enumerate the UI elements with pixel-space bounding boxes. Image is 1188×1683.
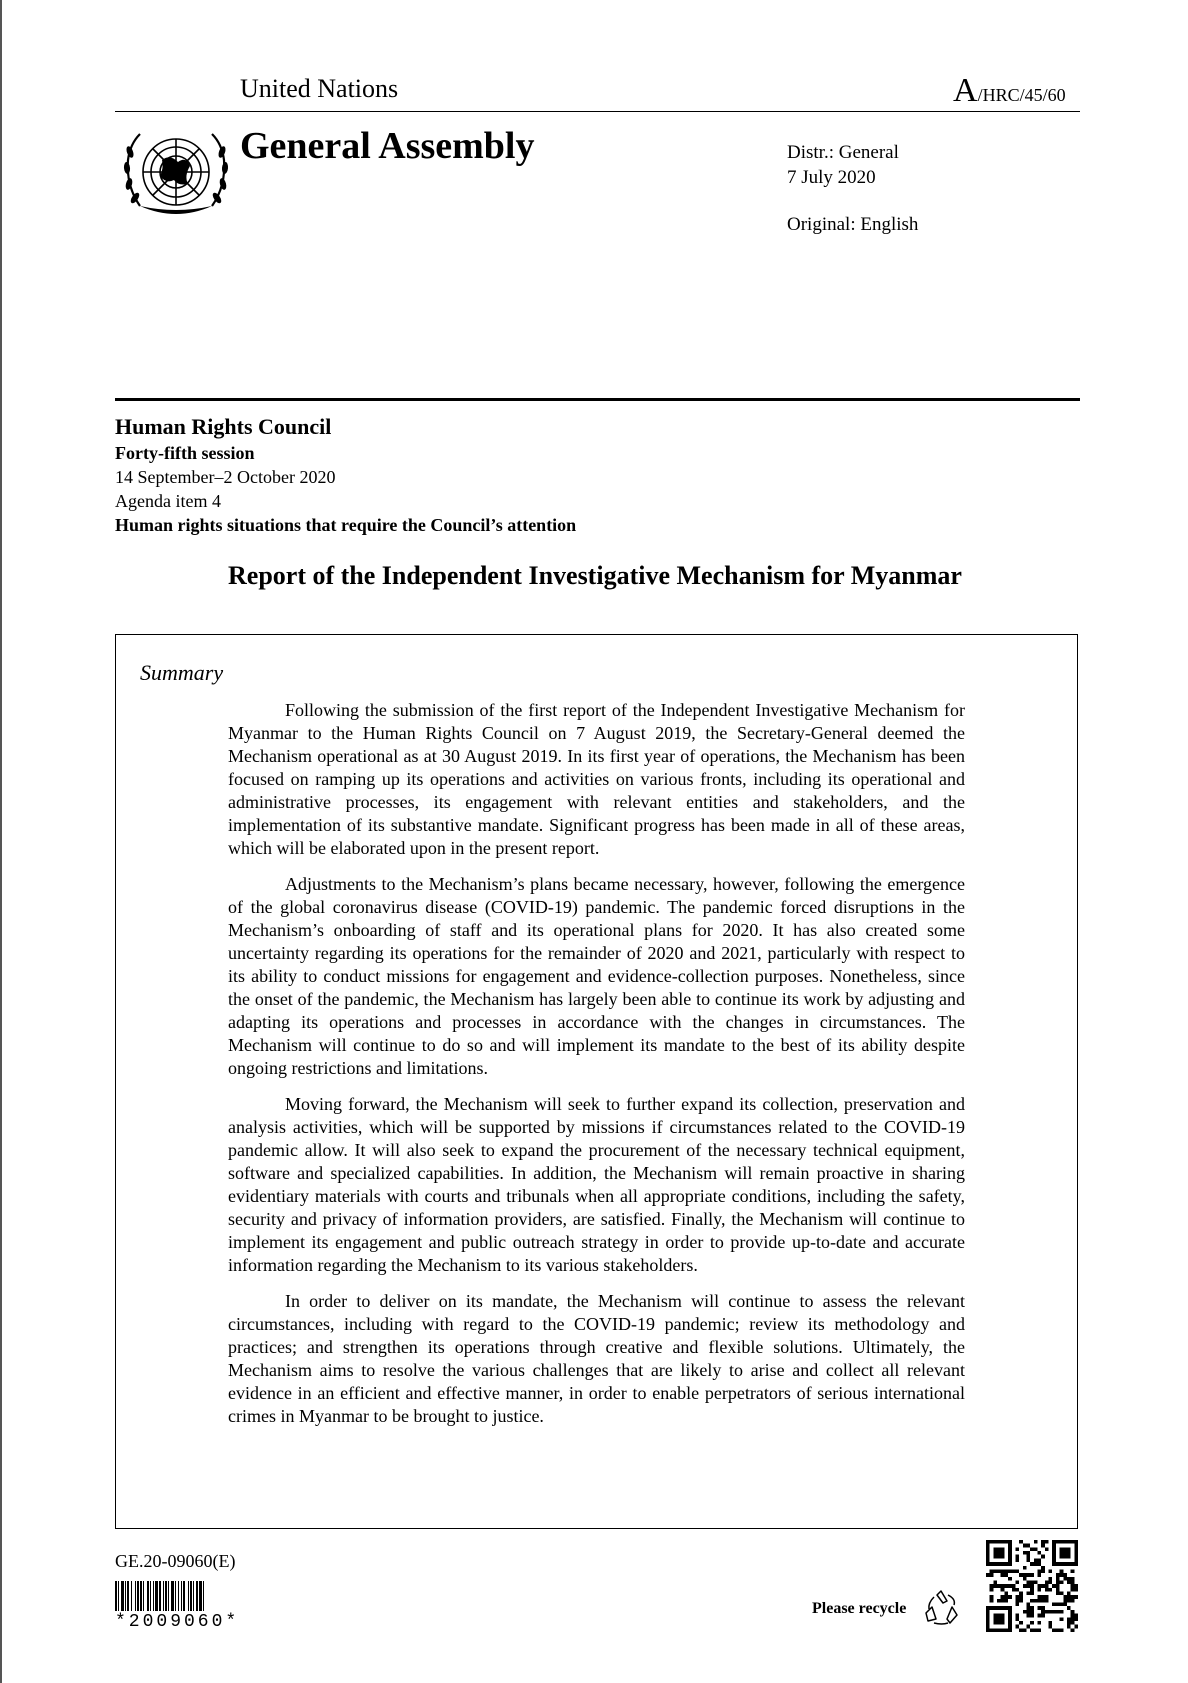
session-rule xyxy=(115,398,1080,401)
document-date: 7 July 2020 xyxy=(787,167,876,188)
original-language: Original: English xyxy=(787,214,919,235)
symbol-prefix: A xyxy=(953,72,978,109)
header-rule xyxy=(115,111,1080,112)
qr-code-icon xyxy=(986,1540,1078,1632)
summary-heading: Summary xyxy=(140,660,224,685)
body-name: General Assembly xyxy=(240,125,535,167)
council-name: Human Rights Council xyxy=(115,414,332,439)
agenda-item: Agenda item 4 xyxy=(115,491,221,511)
summary-paragraph: Adjustments to the Mechanism’s plans became necessary, however, following the emergence of the global coronavirus disease (COVID-19) pandemic. The pandemic forced disruptions in the Mechanism’s onboarding of staff and its operational plans for 2020. It has also created some uncertainty regarding its operations for the remainder of 2020 and 2021, particularly with respect to its ability to conduct missions for engagement and evidence-collection purposes. Nonetheless, since the onset of the pandemic, the Mechanism has largely been able to continue its work by adjusting and adapting its operations and processes in accordance with the changes in circumstances. The Mechanism will continue to do so and will implement its mandate to the best of its ability despite ongoing restrictions and limitations. xyxy=(228,874,965,1078)
barcode-icon xyxy=(115,1581,285,1611)
document-symbol xyxy=(953,74,1066,112)
organization-name: United Nations xyxy=(240,74,399,103)
distribution-block xyxy=(787,140,918,237)
summary-paragraph: Following the submission of the first report of the Independent Investigative Mechanism for Myanmar to the Human Rights Council on 7 August 2019, the Secretary-General deemed the Mechanism operational as at 30 August 2019. In its first year of operations, the Mechanism has been focused on ramping up its operations and activities on various fronts, including its operational and administrative processes, its engagement with relevant entities and stakeholders, and the implementation of its substantive mandate. Significant progress has been made in all of these areas, which will be elaborated upon in the present report. xyxy=(228,700,965,858)
recycle-label: Please recycle xyxy=(812,1600,907,1617)
session-dates: 14 September–2 October 2020 xyxy=(115,467,336,487)
page-left-edge xyxy=(0,0,2,1683)
recycle-icon xyxy=(922,1589,960,1627)
summary-paragraph: Moving forward, the Mechanism will seek to further expand its collection, preservation and analysis activities, which will be supported by missions if circumstances related to the COVID-19 pandemic allow. It will also seek to expand the procurement of the necessary technical equipment, software and specialized capabilities. In addition, the Mechanism will remain proactive in sharing evidentiary materials with courts and tribunals when all appropriate conditions, including the safety, security and privacy of information providers, are satisfied. Finally, the Mechanism will continue to implement its engagement and public outreach strategy in order to provide up-to-date and accurate information regarding the Mechanism to its various stakeholders. xyxy=(228,1094,965,1275)
report-title: Report of the Independent Investigative Mechanism for Myanmar xyxy=(228,561,962,590)
summary-paragraph: In order to deliver on its mandate, the Mechanism will continue to assess the relevant circumstances, including with regard to the COVID-19 pandemic; review its methodology and practices; and strengthen its operations through creative and flexible solutions. Ultimately, the Mechanism aims to resolve the various challenges that are likely to arise and collect all relevant evidence in an efficient and effective manner, in order to enable perpetrators of serious international crimes in Myanmar to be brought to justice. xyxy=(228,1291,965,1426)
session-name: Forty-fifth session xyxy=(115,443,255,463)
distribution: Distr.: General xyxy=(787,142,899,163)
symbol-rest: /HRC/45/60 xyxy=(977,85,1066,105)
agenda-title: Human rights situations that require the Council’s attention xyxy=(115,515,577,535)
un-emblem-icon xyxy=(120,126,232,222)
summary-text xyxy=(228,699,965,1441)
barcode-text: *2009060* xyxy=(115,1612,240,1632)
job-number: GE.20-09060(E) xyxy=(115,1551,236,1571)
session-meta xyxy=(115,441,576,537)
